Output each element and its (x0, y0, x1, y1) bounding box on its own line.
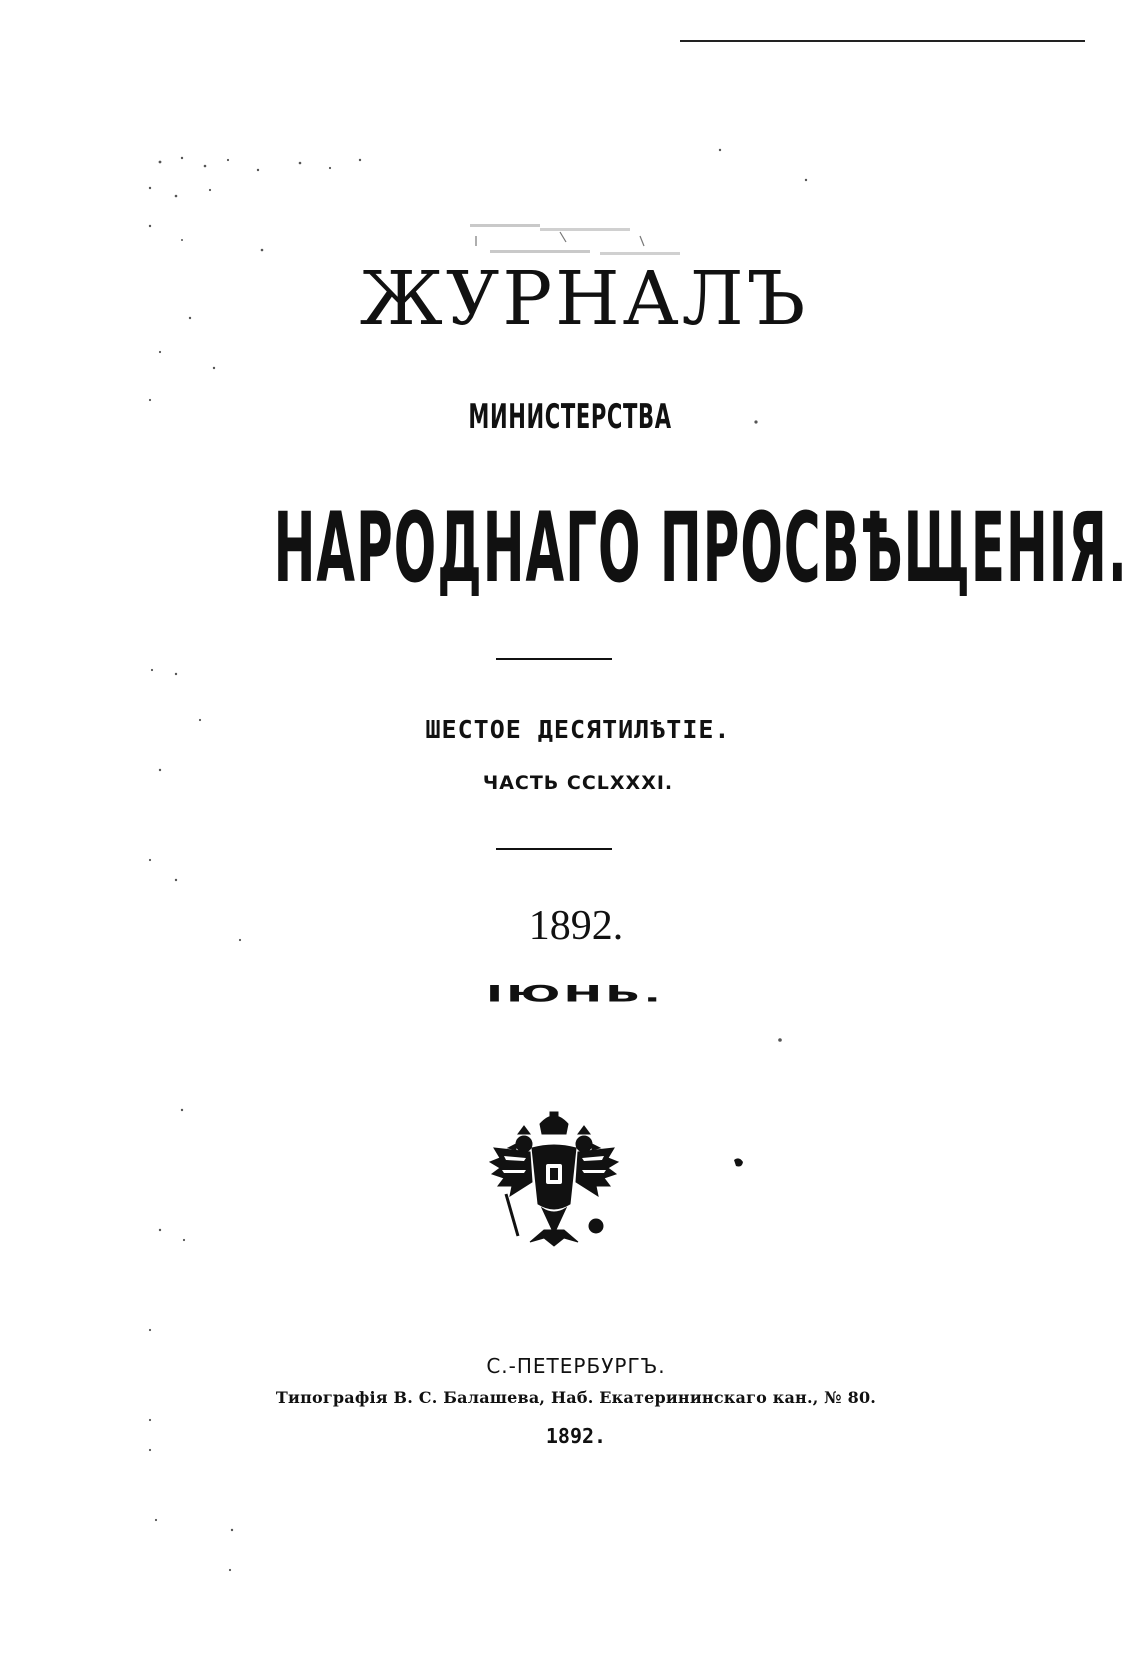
issue-month: ІЮНЬ. (485, 980, 664, 1008)
imprint-year: 1892. (545, 1424, 607, 1448)
divider-rule (496, 658, 612, 660)
education-title: НАРОДНАГО ПРОСВѢЩЕНІЯ. (273, 492, 1128, 604)
top-rule (680, 40, 1085, 42)
imprint-city: С.-ПЕТЕРБУРГЪ. (486, 1354, 666, 1378)
imprint-printer: Типографія В. С. Балашева, Наб. Екатерининскаго кан., № 80. (275, 1388, 877, 1407)
decade-label: ШЕСТОЕ ДЕСЯТИЛѢТІЕ. (425, 715, 731, 744)
double-headed-eagle-icon (484, 1108, 624, 1260)
issue-year: 1892. (528, 903, 624, 949)
part-label: ЧАСТЬ CCLXXXI. (482, 772, 674, 794)
divider-rule (496, 848, 612, 850)
ministry-title: МИНИСТЕРСТВА (468, 397, 672, 437)
journal-title: ЖУРНАЛЪ (359, 256, 809, 342)
